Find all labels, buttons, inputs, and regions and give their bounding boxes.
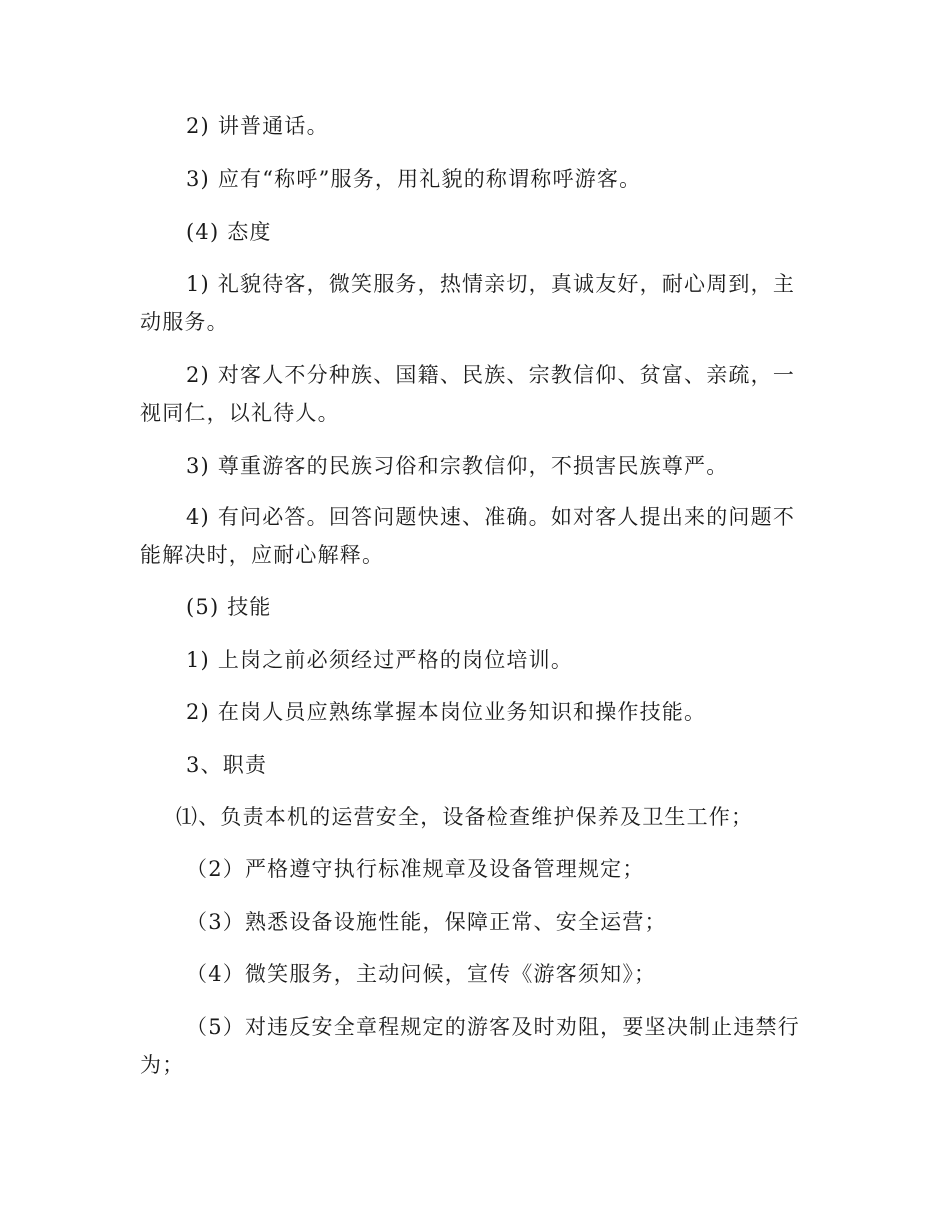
list-item: （2）严格遵守执行标准规章及设备管理规定； <box>186 857 645 881</box>
list-item: ⑴、负责本机的运营安全，设备检查维护保养及卫生工作； <box>176 805 754 829</box>
list-item: （3）熟悉设备设施性能，保障正常、安全运营； <box>186 910 667 934</box>
paragraph: 2) 讲普通话。 <box>186 114 329 138</box>
section-heading: (4) 态度 <box>186 220 272 244</box>
paragraph: 1) 上岗之前必须经过严格的岗位培训。 <box>186 648 574 672</box>
paragraph: 4) 有问必答。回答问题快速、准确。如对客人提出来的问题不能解决时，应耐心解释。 <box>140 505 796 567</box>
paragraph: 3) 应有“称呼”服务，用礼貌的称谓称呼游客。 <box>186 167 642 191</box>
paragraph: 1) 礼貌待客，微笑服务，热情亲切，真诚友好，耐心周到，主动服务。 <box>140 272 796 334</box>
list-item: （4）微笑服务，主动问候，宣传《游客须知》； <box>186 962 657 986</box>
section-heading: 3、职责 <box>186 753 268 777</box>
paragraph: 2) 对客人不分种族、国籍、民族、宗教信仰、贫富、亲疏，一视同仁，以礼待人。 <box>140 363 796 425</box>
section-heading: (5) 技能 <box>186 595 272 619</box>
paragraph: 2) 在岗人员应熟练掌握本岗位业务知识和操作技能。 <box>186 700 707 724</box>
list-item: （5）对违反安全章程规定的游客及时劝阻，要坚决制止违禁行为； <box>140 1015 800 1077</box>
paragraph: 3) 尊重游客的民族习俗和宗教信仰，不损害民族尊严。 <box>186 454 729 478</box>
